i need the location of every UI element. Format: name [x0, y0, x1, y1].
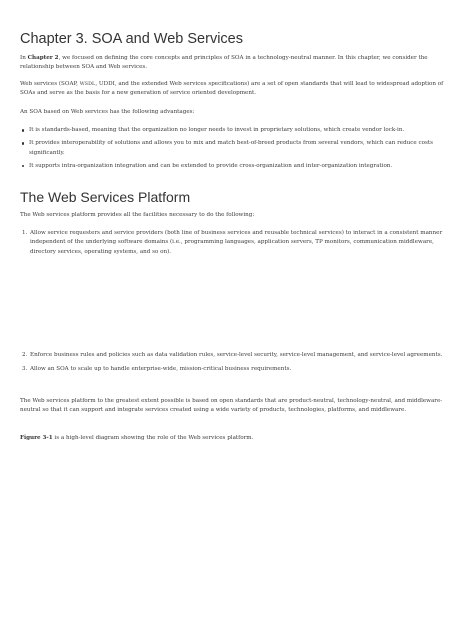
platform-lead: The Web services platform provides all the facilities necessary to do the following: — [20, 212, 255, 218]
platform-list-part1 — [20, 229, 460, 257]
list-number: 1. — [22, 230, 28, 236]
figure-reference-text: is a high-level diagram showing the role of the Web services platform. — [52, 435, 254, 441]
intro-paragraph — [20, 54, 460, 73]
list-item-text: Allow an SOA to scale up to handle enterprise-wide, mission-critical business requirements. — [30, 366, 292, 373]
web-services-text-start: Web services (SOAP, — [20, 81, 80, 87]
advantages-list — [20, 126, 460, 171]
wsdl-term: WSDL — [79, 82, 96, 87]
intro-text-end: , we focused on defining the core concepts and principles of SOA in a technology-neutral manner. In this chapter, we consider the relationship between SOA and Web services. — [20, 55, 428, 71]
list-item: It is standards-based, meaning that the organization no longer needs to invest in proprietary solutions, which create vendor lock-in. — [20, 126, 460, 135]
intro-text-start: In — [20, 55, 28, 61]
open-standards-paragraph: The Web services platform to the greatest extent possible is based on open standards that are product-neutral, technology-neutral, and middleware-neutral so that it can support and integrate services created using a wide variety of products, technologies, platforms, and middleware. — [20, 398, 443, 414]
figure-3-1-link[interactable]: Figure 3-1 — [20, 435, 53, 441]
chapter-2-link[interactable]: Chapter 2 — [27, 55, 59, 61]
list-number: 3. — [22, 366, 28, 373]
chapter-title: Chapter 3. SOA and Web Services — [20, 31, 243, 47]
list-item — [20, 351, 460, 360]
platform-list-part2 — [20, 351, 460, 375]
list-item: It provides interoperability of solutions and allows you to mix and match best-of-breed products from several vendors, which can reduce costs significantly. — [20, 139, 460, 158]
list-number: 2. — [22, 352, 28, 358]
web-services-text-end: , UDDI, and the extended Web services specifications) are a set of open standards that will lead to widespread adoption of SOAs and serve as the basis for a new generation of service oriented development. — [20, 81, 444, 97]
figure-reference-paragraph — [20, 434, 460, 443]
list-item: It supports intra-organization integration and can be extended to provide cross-organization and inter-organization integration. — [20, 162, 460, 171]
list-item — [20, 365, 460, 374]
list-item-text: Allow service requesters and service providers (both line of business services and reusable technical services) to interact in a consistent manner independent of the underlying software domains (i.e., programming languages, application servers, TP monitors, communication middleware, directory services, operating systems, and so on). — [30, 230, 443, 255]
section-title: The Web Services Platform — [20, 189, 191, 205]
advantages-lead: An SOA based on Web services has the following advantages: — [20, 109, 195, 115]
list-item-text: Enforce business rules and policies such as data validation rules, service-level security, service-level management, and service-level agreements. — [30, 352, 443, 358]
list-item — [20, 229, 460, 257]
web-services-paragraph — [20, 80, 460, 99]
